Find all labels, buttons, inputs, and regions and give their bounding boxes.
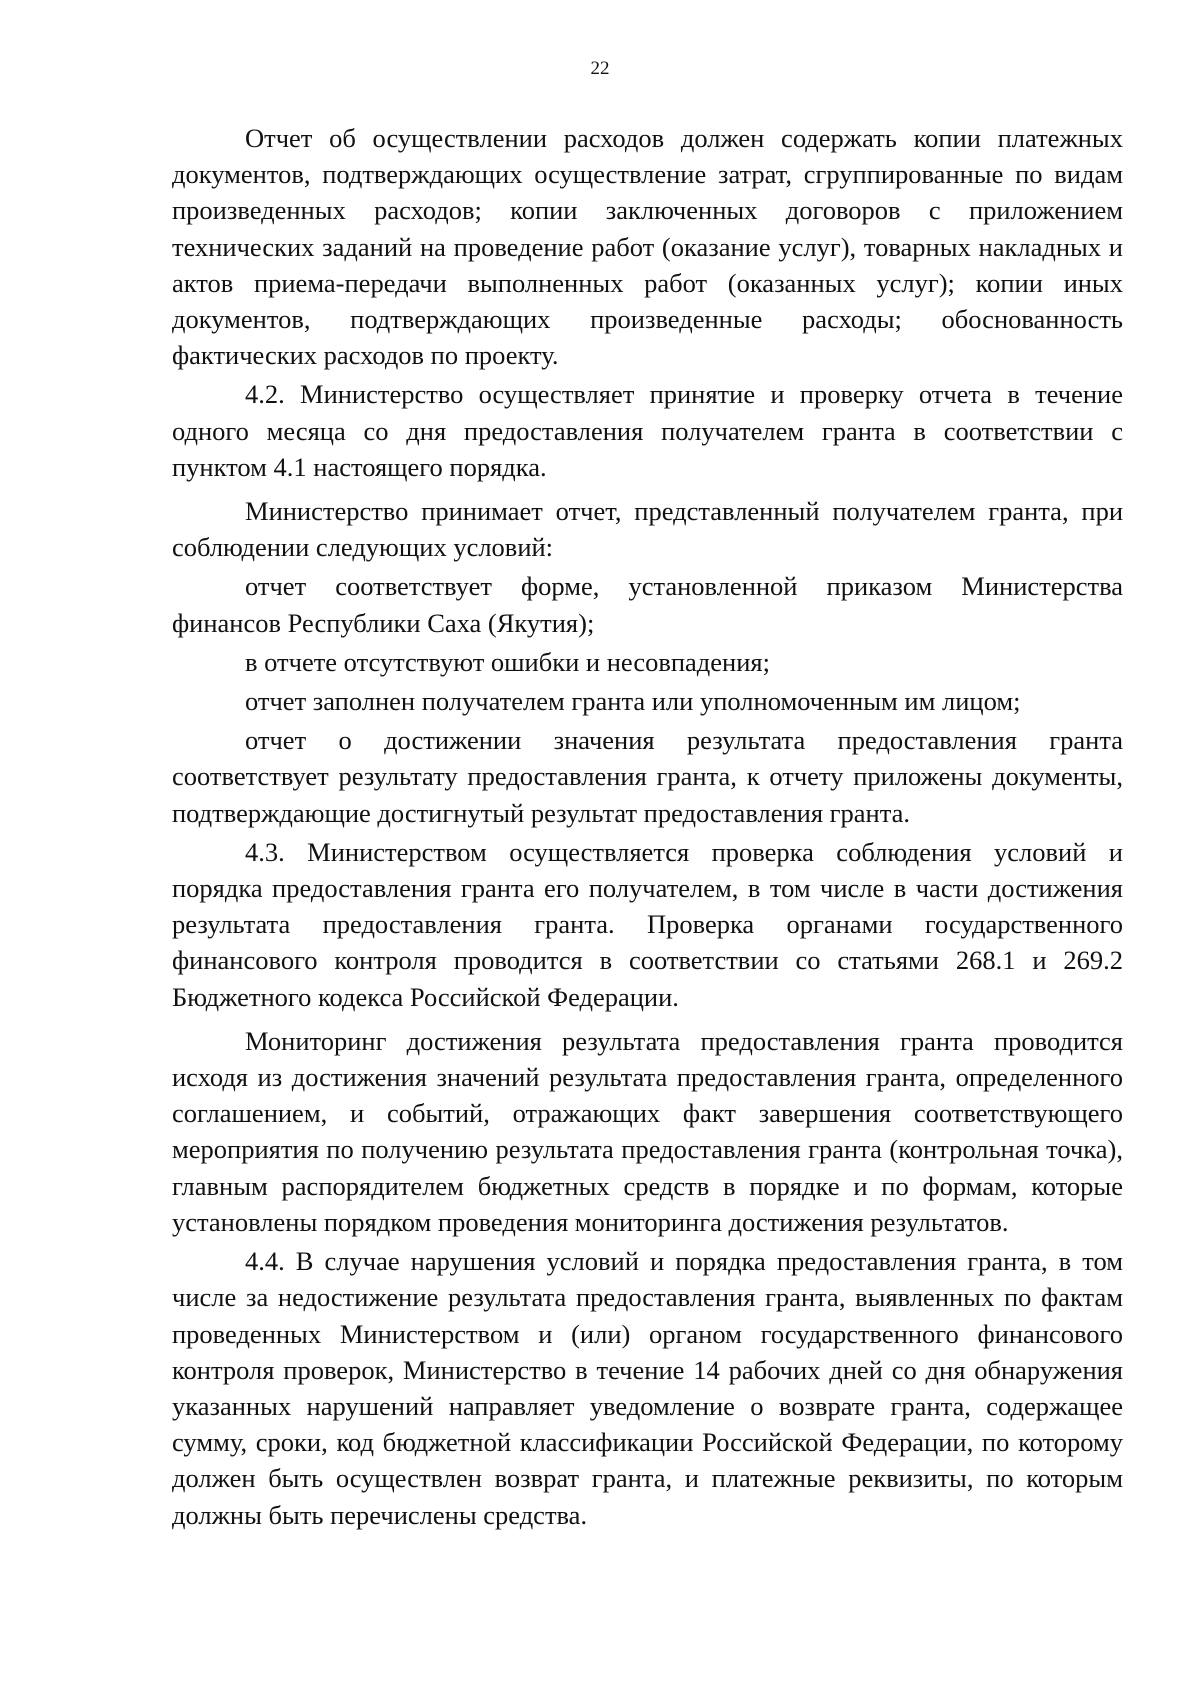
paragraph-condition-form: отчет соответствует форме, установленной приказом Министерства финансов Республики Саха (Якутия);: [172, 571, 1123, 638]
paragraph-4-2: 4.2. Министерство осуществляет принятие и проверку отчета в течение одного месяца со дня предоставления получателем гранта в соответствии с пунктом 4.1 настоящего порядка.: [172, 379, 1123, 482]
paragraph-acceptance-conditions: Министерство принимает отчет, представленный получателем гранта, при соблюдении следующих условий:: [172, 496, 1123, 563]
paragraph-monitoring: Мониторинг достижения результата предоставления гранта проводится исходя из достижения значений результата предоставления гранта, определенного соглашением, и событий, отражающих факт завершения соответствующего мероприятия по получению результата предоставления гранта (контрольная точка), главным распорядителем бюджетных средств в порядке и по формам, которые установлены порядком проведения мониторинга достижения результатов.: [172, 1025, 1123, 1237]
paragraph-condition-filled-by: отчет заполнен получателем гранта или уполномоченным им лицом;: [245, 686, 1021, 717]
paragraph-4-3: 4.3. Министерством осуществляется проверка соблюдения условий и порядка предоставления гранта его получателем, в том числе в части достижения результата предоставления гранта. Проверка органами государственного финансового контроля проводится в соответствии со статьями 268.1 и 269.2 Бюджетного кодекса Российской Федерации.: [172, 836, 1123, 1012]
paragraph-report-contents: Отчет об осуществлении расходов должен содержать копии платежных документов, подтверждающих осуществление затрат, сгруппированные по видам произведенных расходов; копии заключенных договоров с приложением технических заданий на проведение работ (оказание услуг), товарных накладных и актов приема-передачи выполненных работ (оказанных услуг); копии иных документов, подтверждающих произведенные расходы; обоснованность фактических расходов по проекту.: [172, 123, 1123, 371]
paragraph-condition-no-errors: в отчете отсутствуют ошибки и несовпадения;: [245, 646, 770, 677]
page-number: 22: [590, 58, 610, 79]
paragraph-condition-result: отчет о достижении значения результата предоставления гранта соответствует результату предоставления гранта, к отчету приложены документы, подтверждающие достигнутый результат предоставления гранта.: [172, 725, 1123, 828]
document-body: [172, 120, 1123, 1533]
paragraph-4-4: 4.4. В случае нарушения условий и порядка предоставления гранта, в том числе за недостижение результата предоставления гранта, выявленных по фактам проведенных Министерством и (или) органом государственного финансового контроля проверок, Министерство в течение 14 рабочих дней со дня обнаружения указанных нарушений направляет уведомление о возврате гранта, содержащее сумму, сроки, код бюджетной классификации Российской Федерации, по которому должен быть осуществлен возврат гранта, и платежные реквизиты, по которым должны быть перечислены средства.: [172, 1246, 1123, 1530]
